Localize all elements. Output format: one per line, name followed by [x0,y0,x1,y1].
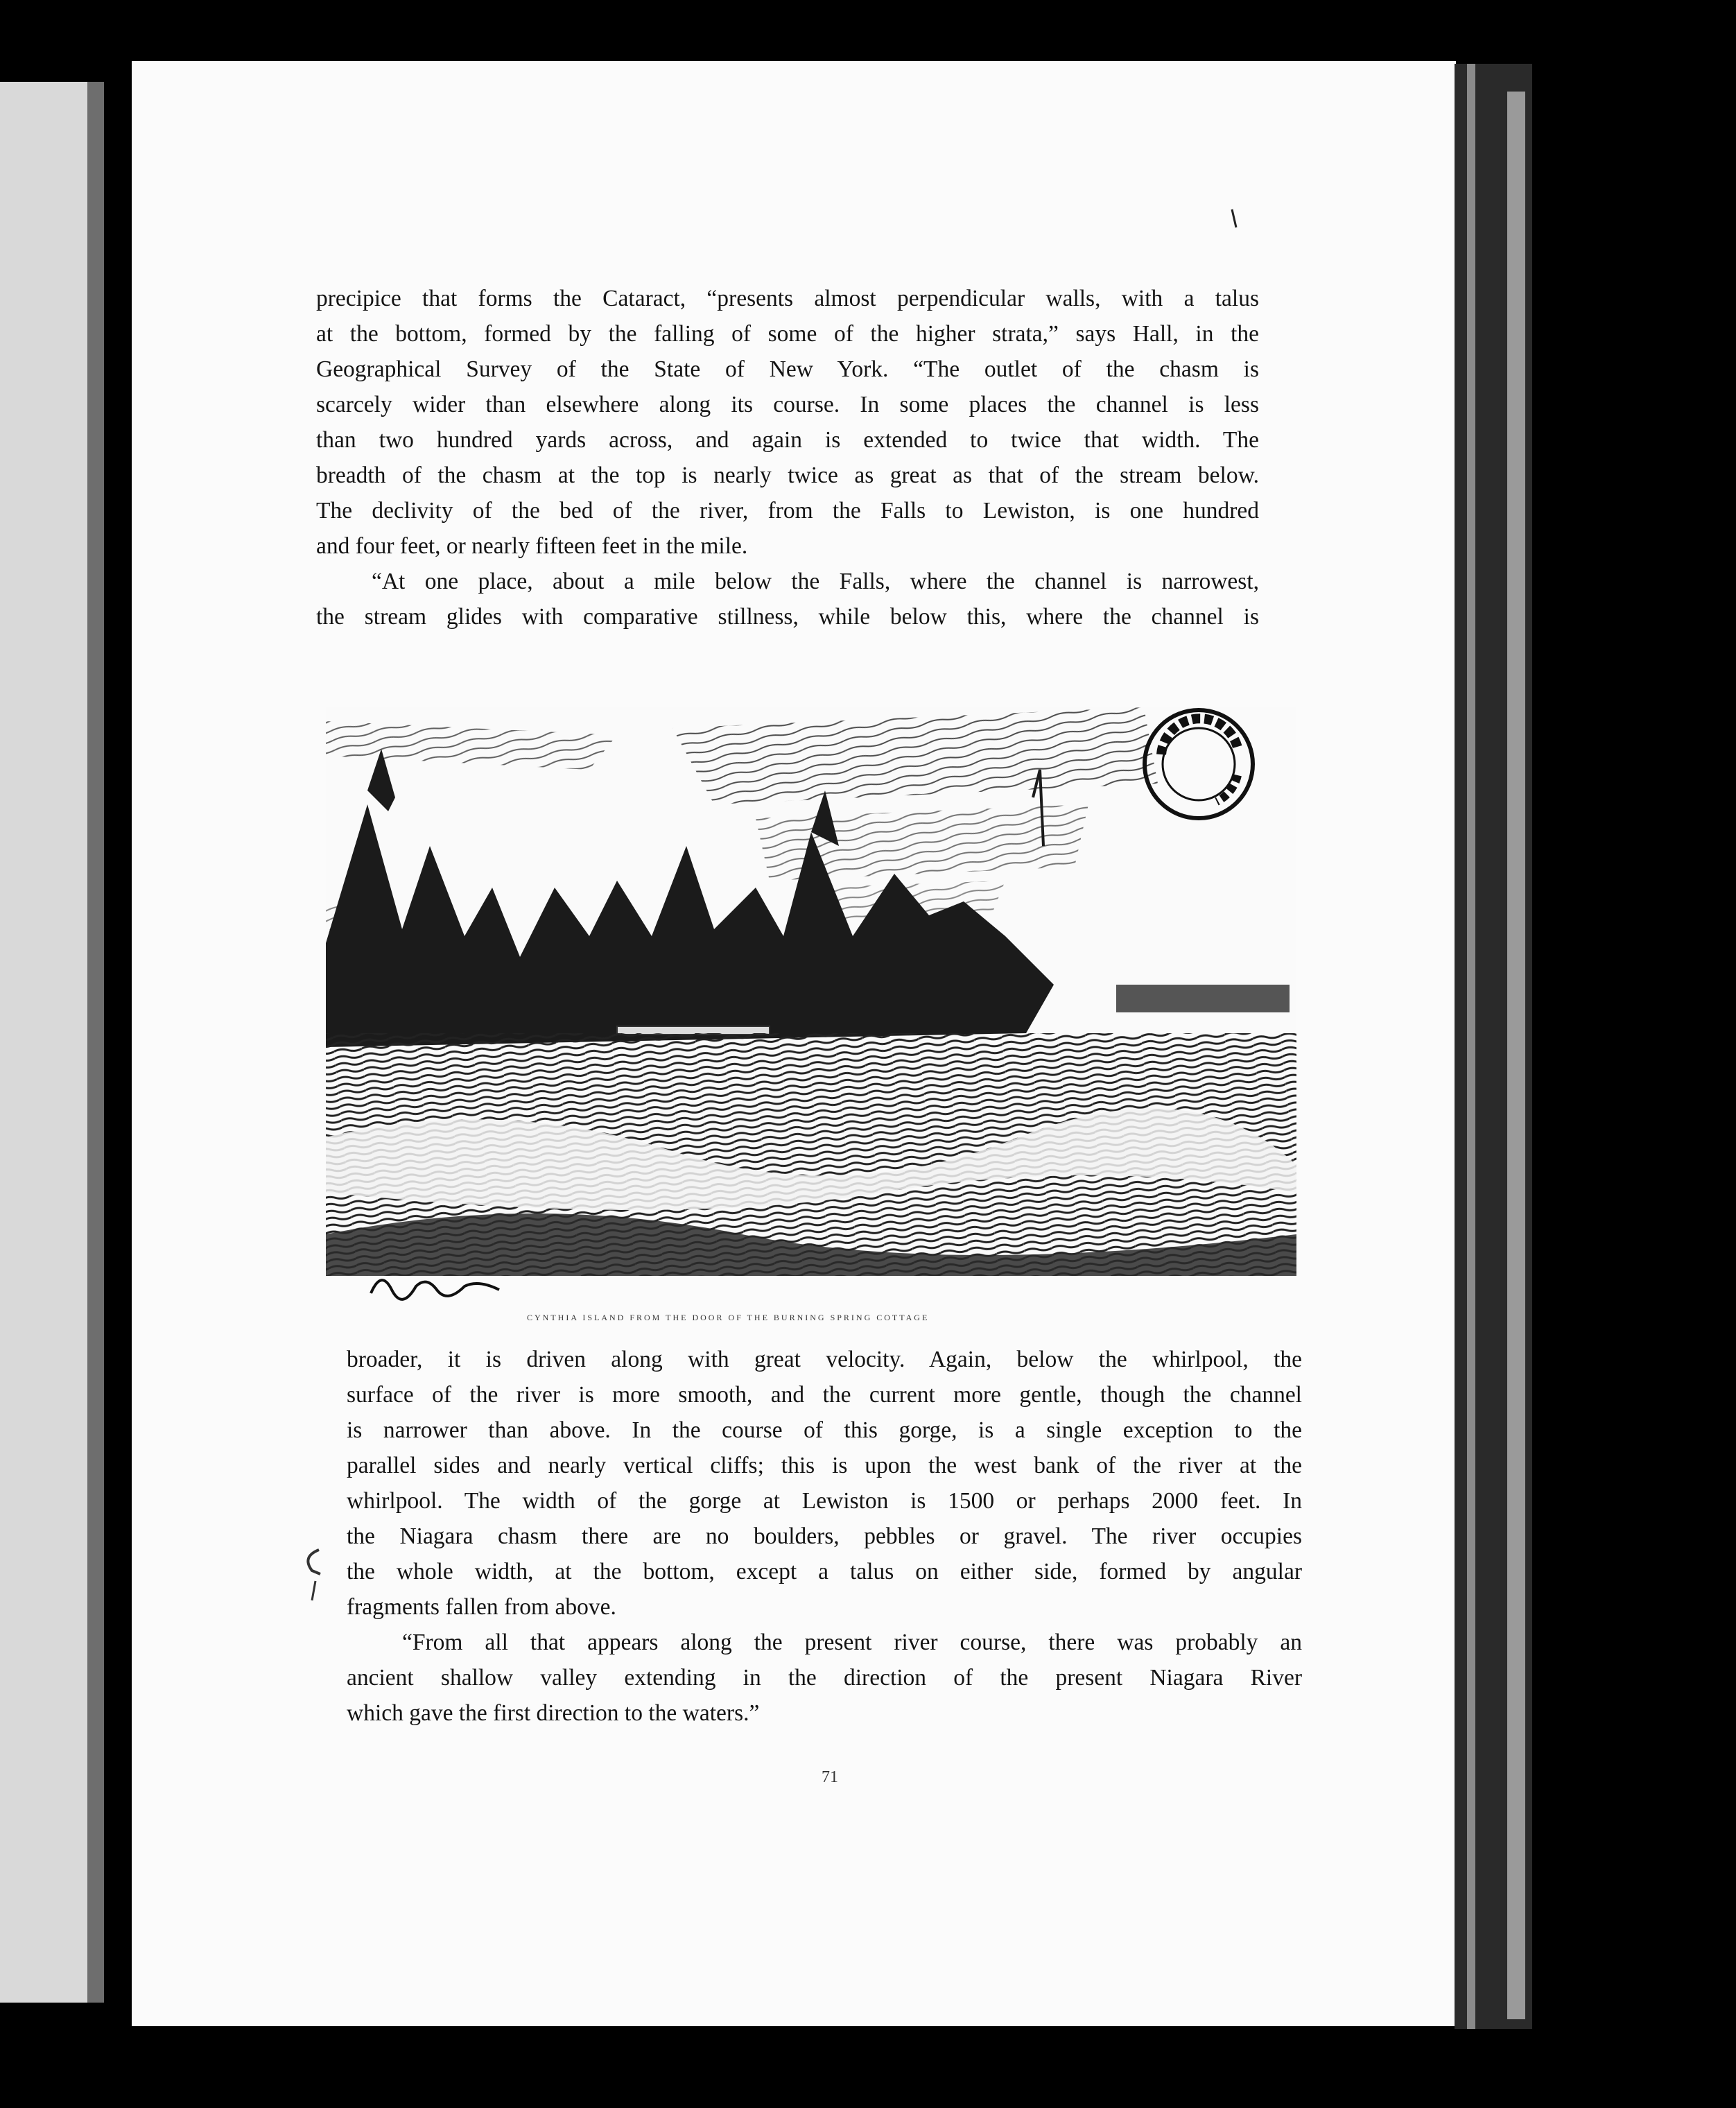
text-line: scarcely wider than elsewhere along its course. In some places the channel is less [316,392,1259,417]
text-line: whirlpool. The width of the gorge at Lewiston is 1500 or perhaps 2000 feet. In [347,1488,1302,1514]
text-line: the stream glides with comparative stillness, while below this, where the channel is [316,604,1259,630]
text-line: at the bottom, formed by the falling of some of the higher strata,” says Hall, in the [316,321,1259,347]
book-gutter [104,82,132,2003]
margin-pencil-mark [298,1546,326,1602]
text-line: The declivity of the bed of the river, from the Falls to Lewiston, is one hundred [316,498,1259,524]
text-block-top [316,281,1259,634]
page-leaf [1467,64,1475,2029]
artist-signature-icon [367,1262,506,1304]
text-line: and four feet, or nearly fifteen feet in the mile. [316,533,748,559]
text-line: parallel sides and nearly vertical cliffs; this is upon the west bank of the river at the [347,1453,1302,1478]
text-line: “From all that appears along the present river course, there was probably an [402,1630,1302,1655]
text-line: “At one place, about a mile below the Falls, where the channel is narrowest, [372,569,1259,594]
left-page-edge [87,82,104,2003]
illustration-caption: CYNTHIA ISLAND FROM THE DOOR OF THE BURNING SPRING COTTAGE [527,1313,930,1322]
left-page [0,82,104,2003]
text-line: broader, it is driven along with great velocity. Again, below the whirlpool, the [347,1347,1302,1372]
page-leaf [1507,92,1525,2019]
page-number: 71 [822,1768,838,1786]
text-line: the whole width, at the bottom, except a talus on either side, formed by angular [347,1559,1302,1584]
text-line: precipice that forms the Cataract, “presents almost perpendicular walls, with a talus [316,286,1259,311]
text-line: the Niagara chasm there are no boulders, pebbles or gravel. The river occupies [347,1523,1302,1549]
text-line: ancient shallow valley extending in the direction of the present Niagara River [347,1665,1302,1691]
text-line: breadth of the chasm at the top is nearly twice as great as that of the stream below. [316,463,1259,488]
text-line: fragments fallen from above. [347,1594,616,1620]
text-line: which gave the first direction to the waters.” [347,1700,760,1726]
library-stamp-icon [1140,706,1257,822]
ink-mark [1231,208,1238,229]
text-line: surface of the river is more smooth, and the current more gentle, though the channel [347,1382,1302,1408]
text-line: than two hundred yards across, and again is extended to twice that width. The [316,427,1259,453]
text-block-bottom [347,1342,1302,1731]
page-edges [1455,64,1532,2029]
text-line: is narrower than above. In the course of this gorge, is a single exception to the [347,1417,1302,1443]
text-line: Geographical Survey of the State of New York. “The outlet of the chasm is [316,356,1259,382]
